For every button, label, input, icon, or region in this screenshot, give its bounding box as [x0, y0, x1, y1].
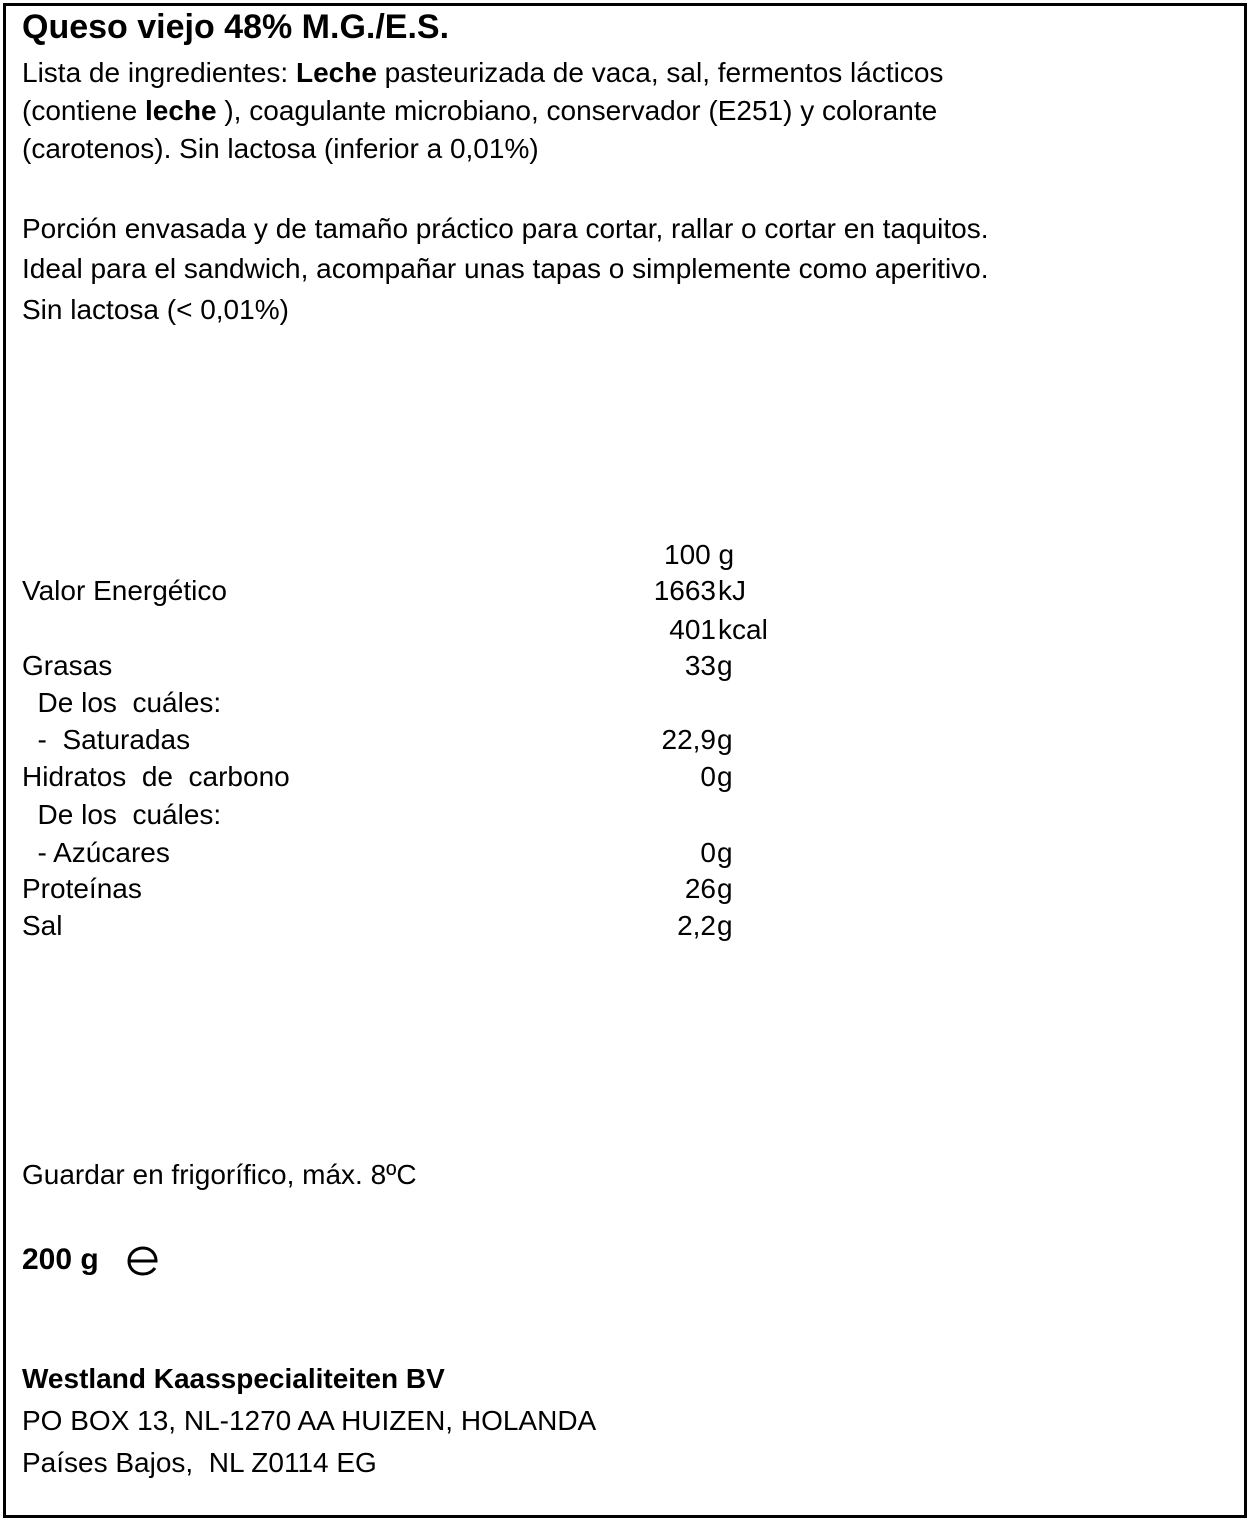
- net-weight: 200 g: [22, 1243, 99, 1276]
- nutrient-unit-saturadas: g: [717, 724, 733, 755]
- ingredients-rest-2: ), coagulante microbiano, conservador (E251) y colorante: [216, 95, 938, 126]
- energy-kj-unit: kJ: [718, 575, 746, 606]
- company-name: Westland Kaasspecialiteiten BV: [22, 1363, 445, 1394]
- nutrient-unit-grasas: g: [717, 650, 733, 681]
- description-line-3: Sin lactosa (< 0,01%): [22, 294, 289, 325]
- description-line-1: Porción envasada y de tamaño práctico para cortar, rallar o cortar en taquitos.: [22, 213, 989, 244]
- nutrient-unit-sal: g: [717, 910, 733, 941]
- energy-label: Valor Energético: [22, 575, 227, 606]
- nutrient-value-sal: 2,2: [677, 910, 716, 941]
- allergen-leche-2: leche: [144, 95, 217, 126]
- nutrient-value-azucares: 0: [700, 837, 716, 868]
- company-country: Países Bajos, NL Z0114 EG: [22, 1447, 377, 1478]
- ingredients-line-2: [22, 92, 937, 130]
- energy-kcal-unit: kcal: [718, 614, 768, 645]
- storage-instructions: Guardar en frigorífico, máx. 8ºC: [22, 1159, 417, 1190]
- ingredients-contains: (contiene: [22, 95, 145, 126]
- nutrient-label-hidratos: Hidratos de carbono: [22, 761, 290, 792]
- nutrient-value-hidratos: 0: [700, 761, 716, 792]
- energy-kcal-value: 401: [669, 614, 716, 645]
- allergen-leche: Leche: [295, 57, 377, 88]
- nutrient-label-sal: Sal: [22, 910, 63, 941]
- nutrient-unit-azucares: g: [717, 837, 733, 868]
- nutrient-label-proteinas: Proteínas: [22, 873, 142, 904]
- nutrient-unit-proteinas: g: [717, 873, 733, 904]
- company-address: PO BOX 13, NL-1270 AA HUIZEN, HOLANDA: [22, 1405, 597, 1436]
- nutrient-value-saturadas: 22,9: [661, 724, 716, 755]
- nutrition-header: 100 g: [664, 539, 735, 570]
- nutrient-label-azucares: - Azúcares: [22, 837, 170, 868]
- nutrient-label-grasas: Grasas: [22, 650, 113, 681]
- ingredients-line-1: [22, 54, 943, 92]
- nutrient-label-saturadas: - Saturadas: [22, 724, 191, 755]
- ingredients-prefix: Lista de ingredientes:: [22, 57, 296, 88]
- nutrient-label-de-los-cuales-2: De los cuáles:: [22, 799, 222, 830]
- nutrient-value-proteinas: 26: [684, 873, 716, 904]
- ingredients-line-3: (carotenos). Sin lactosa (inferior a 0,01%): [22, 133, 539, 164]
- e-mark-icon: [126, 1244, 160, 1278]
- ingredients-rest: pasteurizada de vaca, sal, fermentos lácticos: [376, 57, 944, 88]
- nutrient-value-grasas: 33: [684, 650, 716, 681]
- energy-kj-value: 1663: [653, 575, 716, 606]
- description-line-2: Ideal para el sandwich, acompañar unas tapas o simplemente como aperitivo.: [22, 253, 989, 284]
- nutrient-unit-hidratos: g: [717, 761, 733, 792]
- nutrient-label-de-los-cuales: De los cuáles:: [22, 687, 222, 718]
- product-title: Queso viejo 48% M.G./E.S.: [22, 8, 450, 46]
